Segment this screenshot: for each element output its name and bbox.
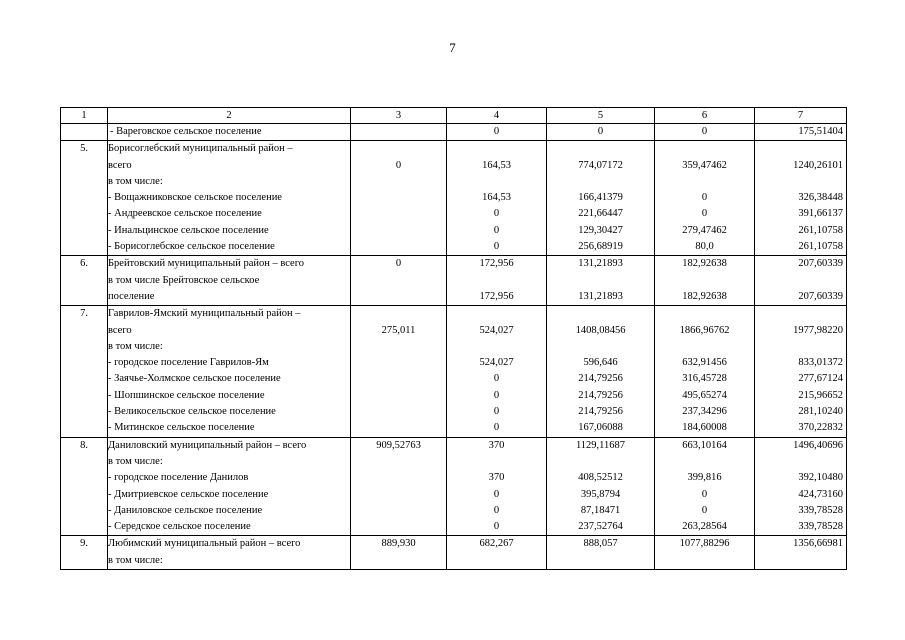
row-number <box>61 239 108 256</box>
value-col7 <box>755 174 847 190</box>
value-col4: 524,027 <box>447 355 547 371</box>
row-number <box>61 124 108 141</box>
value-col4: 0 <box>447 239 547 256</box>
territory-name: - Андреевское сельское поселение <box>108 206 351 222</box>
value-col4: 682,267 <box>447 536 547 553</box>
row-number <box>61 420 108 437</box>
value-col5: 166,41379 <box>547 190 655 206</box>
value-col7: 1356,66981 <box>755 536 847 553</box>
value-col4: 172,956 <box>447 256 547 273</box>
value-col5: 1129,11687 <box>547 437 655 454</box>
value-col6: 263,28564 <box>655 519 755 536</box>
value-col4: 524,027 <box>447 323 547 339</box>
row-number: 9. <box>61 536 108 553</box>
row-number <box>61 190 108 206</box>
value-col3 <box>351 190 447 206</box>
value-col4: 370 <box>447 470 547 486</box>
value-col4: 0 <box>447 371 547 387</box>
value-col7: 281,10240 <box>755 404 847 420</box>
territory-name: - Даниловское сельское поселение <box>108 503 351 519</box>
value-col6: 237,34296 <box>655 404 755 420</box>
row-number <box>61 223 108 239</box>
value-col5: 131,21893 <box>547 289 655 306</box>
value-col6: 0 <box>655 124 755 141</box>
value-col7: 215,96652 <box>755 388 847 404</box>
table-row <box>61 437 847 454</box>
value-col7: 277,67124 <box>755 371 847 387</box>
value-col4 <box>447 141 547 158</box>
value-col3 <box>351 339 447 355</box>
value-col7: 1240,26101 <box>755 158 847 174</box>
value-col3: 275,011 <box>351 323 447 339</box>
territory-name: - Вощажниковское сельское поселение <box>108 190 351 206</box>
row-number <box>61 454 108 470</box>
value-col4: 164,53 <box>447 158 547 174</box>
value-col6: 279,47462 <box>655 223 755 239</box>
row-number <box>61 388 108 404</box>
value-col5: 131,21893 <box>547 256 655 273</box>
value-col7: 326,38448 <box>755 190 847 206</box>
table-row <box>61 239 847 256</box>
table-row <box>61 503 847 519</box>
value-col6: 1077,88296 <box>655 536 755 553</box>
territory-name: в том числе: <box>108 174 351 190</box>
value-col5: 774,07172 <box>547 158 655 174</box>
row-number <box>61 174 108 190</box>
row-number: 5. <box>61 141 108 158</box>
value-col3: 0 <box>351 158 447 174</box>
value-col4: 164,53 <box>447 190 547 206</box>
value-col7: 370,22832 <box>755 420 847 437</box>
value-col3 <box>351 487 447 503</box>
value-col5: 395,8794 <box>547 487 655 503</box>
table-row <box>61 141 847 158</box>
value-col7: 1496,40696 <box>755 437 847 454</box>
value-col3 <box>351 553 447 570</box>
header-cell: 5 <box>547 108 655 124</box>
value-col7: 339,78528 <box>755 519 847 536</box>
value-col5: 167,06088 <box>547 420 655 437</box>
table-row <box>61 553 847 570</box>
row-number <box>61 553 108 570</box>
value-col3 <box>351 503 447 519</box>
value-col6: 0 <box>655 206 755 222</box>
value-col6: 1866,96762 <box>655 323 755 339</box>
table-row <box>61 388 847 404</box>
table-row <box>61 190 847 206</box>
value-col3 <box>351 223 447 239</box>
table-row <box>61 323 847 339</box>
row-number <box>61 355 108 371</box>
value-col6: 359,47462 <box>655 158 755 174</box>
row-number <box>61 470 108 486</box>
header-cell: 2 <box>108 108 351 124</box>
value-col3 <box>351 470 447 486</box>
value-col5: 129,30427 <box>547 223 655 239</box>
value-col7: 392,10480 <box>755 470 847 486</box>
value-col4 <box>447 174 547 190</box>
row-number <box>61 487 108 503</box>
value-col4: 0 <box>447 420 547 437</box>
value-col7: 207,60339 <box>755 289 847 306</box>
value-col3 <box>351 141 447 158</box>
header-cell: 1 <box>61 108 108 124</box>
value-col4 <box>447 273 547 289</box>
value-col4: 0 <box>447 388 547 404</box>
row-number: 7. <box>61 306 108 323</box>
value-col6: 184,60008 <box>655 420 755 437</box>
value-col6: 632,91456 <box>655 355 755 371</box>
value-col3 <box>351 206 447 222</box>
value-col6 <box>655 174 755 190</box>
table-row <box>61 256 847 273</box>
row-number: 8. <box>61 437 108 454</box>
value-col7: 339,78528 <box>755 503 847 519</box>
value-col5: 0 <box>547 124 655 141</box>
value-col6: 663,10164 <box>655 437 755 454</box>
value-col5: 408,52512 <box>547 470 655 486</box>
row-number <box>61 289 108 306</box>
territory-name: в том числе: <box>108 339 351 355</box>
table-row <box>61 420 847 437</box>
row-number <box>61 158 108 174</box>
value-col5: 888,057 <box>547 536 655 553</box>
table-row <box>61 306 847 323</box>
territory-name: - городское поселение Гаврилов-Ям <box>108 355 351 371</box>
territory-name: Борисоглебский муниципальный район – <box>108 141 351 158</box>
territory-name: в том числе: <box>108 553 351 570</box>
territory-name: - Заячье-Холмское сельское поселение <box>108 371 351 387</box>
value-col3 <box>351 306 447 323</box>
value-col3 <box>351 519 447 536</box>
value-col3 <box>351 174 447 190</box>
territory-name: Гаврилов-Ямский муниципальный район – <box>108 306 351 323</box>
value-col3 <box>351 289 447 306</box>
header-row <box>61 108 847 124</box>
value-col3 <box>351 273 447 289</box>
value-col3 <box>351 454 447 470</box>
header-cell: 4 <box>447 108 547 124</box>
value-col6: 399,816 <box>655 470 755 486</box>
header-cell: 6 <box>655 108 755 124</box>
territory-name: в том числе: <box>108 454 351 470</box>
value-col4 <box>447 306 547 323</box>
value-col6 <box>655 339 755 355</box>
table-row <box>61 487 847 503</box>
value-col3 <box>351 388 447 404</box>
value-col7 <box>755 306 847 323</box>
value-col4: 0 <box>447 206 547 222</box>
value-col3 <box>351 371 447 387</box>
value-col7: 1977,98220 <box>755 323 847 339</box>
value-col5: 1408,08456 <box>547 323 655 339</box>
value-col3 <box>351 239 447 256</box>
table-row <box>61 158 847 174</box>
territory-name: поселение <box>108 289 351 306</box>
value-col5: 214,79256 <box>547 388 655 404</box>
value-col4: 0 <box>447 124 547 141</box>
territory-name: Любимский муниципальный район – всего <box>108 536 351 553</box>
territory-name: - Борисоглебское сельское поселение <box>108 239 351 256</box>
value-col4 <box>447 454 547 470</box>
value-col5: 221,66447 <box>547 206 655 222</box>
value-col3 <box>351 420 447 437</box>
value-col6: 0 <box>655 487 755 503</box>
value-col5: 87,18471 <box>547 503 655 519</box>
value-col5 <box>547 553 655 570</box>
value-col5 <box>547 454 655 470</box>
value-col7: 424,73160 <box>755 487 847 503</box>
territory-name: - Шопшинское сельское поселение <box>108 388 351 404</box>
value-col7: 261,10758 <box>755 223 847 239</box>
value-col4 <box>447 339 547 355</box>
table-row <box>61 454 847 470</box>
value-col4: 0 <box>447 519 547 536</box>
value-col5: 256,68919 <box>547 239 655 256</box>
row-number <box>61 404 108 420</box>
value-col4: 0 <box>447 503 547 519</box>
row-number <box>61 323 108 339</box>
table-row <box>61 174 847 190</box>
table-row <box>61 536 847 553</box>
value-col3: 889,930 <box>351 536 447 553</box>
territory-name: Даниловский муниципальный район – всего <box>108 437 351 454</box>
territory-name: всего <box>108 323 351 339</box>
territory-name: - Дмитриевское сельское поселение <box>108 487 351 503</box>
value-col6: 0 <box>655 190 755 206</box>
value-col5 <box>547 306 655 323</box>
value-col4: 172,956 <box>447 289 547 306</box>
value-col6 <box>655 553 755 570</box>
row-number <box>61 206 108 222</box>
header-cell: 3 <box>351 108 447 124</box>
row-number <box>61 339 108 355</box>
value-col4 <box>447 553 547 570</box>
table-row <box>61 223 847 239</box>
value-col3: 909,52763 <box>351 437 447 454</box>
row-number <box>61 503 108 519</box>
value-col7 <box>755 141 847 158</box>
territory-name: - Середское сельское поселение <box>108 519 351 536</box>
row-number: 6. <box>61 256 108 273</box>
value-col3 <box>351 355 447 371</box>
value-col6 <box>655 273 755 289</box>
value-col7 <box>755 553 847 570</box>
value-col3 <box>351 124 447 141</box>
value-col6 <box>655 141 755 158</box>
row-number <box>61 273 108 289</box>
table-row <box>61 289 847 306</box>
territory-name: - Вареговское сельское поселение <box>108 124 351 141</box>
value-col7 <box>755 454 847 470</box>
territory-name: в том числе Брейтовское сельское <box>108 273 351 289</box>
table-row <box>61 404 847 420</box>
table-row <box>61 519 847 536</box>
value-col7: 833,01372 <box>755 355 847 371</box>
table-row <box>61 371 847 387</box>
value-col5: 237,52764 <box>547 519 655 536</box>
value-col5 <box>547 339 655 355</box>
value-col6: 0 <box>655 503 755 519</box>
value-col4: 0 <box>447 404 547 420</box>
territory-name: всего <box>108 158 351 174</box>
value-col4: 370 <box>447 437 547 454</box>
value-col5: 214,79256 <box>547 404 655 420</box>
value-col4: 0 <box>447 223 547 239</box>
value-col7 <box>755 339 847 355</box>
value-col6: 80,0 <box>655 239 755 256</box>
value-col6: 182,92638 <box>655 289 755 306</box>
territory-name: - Митинское сельское поселение <box>108 420 351 437</box>
table-row <box>61 339 847 355</box>
table-row <box>61 206 847 222</box>
value-col6 <box>655 306 755 323</box>
territory-name: Брейтовский муниципальный район – всего <box>108 256 351 273</box>
territory-name: - Инальцинское сельское поселение <box>108 223 351 239</box>
territory-name: - Великосельское сельское поселение <box>108 404 351 420</box>
data-table <box>60 107 847 570</box>
value-col7: 207,60339 <box>755 256 847 273</box>
table-row <box>61 470 847 486</box>
value-col5: 596,646 <box>547 355 655 371</box>
row-number <box>61 519 108 536</box>
value-col7: 391,66137 <box>755 206 847 222</box>
value-col6 <box>655 454 755 470</box>
value-col5 <box>547 141 655 158</box>
value-col5 <box>547 273 655 289</box>
value-col6: 495,65274 <box>655 388 755 404</box>
table-row <box>61 355 847 371</box>
table-row <box>61 124 847 141</box>
value-col6: 182,92638 <box>655 256 755 273</box>
header-cell: 7 <box>755 108 847 124</box>
table-row <box>61 273 847 289</box>
value-col3 <box>351 404 447 420</box>
value-col5: 214,79256 <box>547 371 655 387</box>
value-col3: 0 <box>351 256 447 273</box>
page-number: 7 <box>449 40 456 55</box>
row-number <box>61 371 108 387</box>
value-col7: 175,51404 <box>755 124 847 141</box>
value-col7: 261,10758 <box>755 239 847 256</box>
territory-name: - городское поселение Данилов <box>108 470 351 486</box>
value-col4: 0 <box>447 487 547 503</box>
value-col6: 316,45728 <box>655 371 755 387</box>
value-col5 <box>547 174 655 190</box>
value-col7 <box>755 273 847 289</box>
